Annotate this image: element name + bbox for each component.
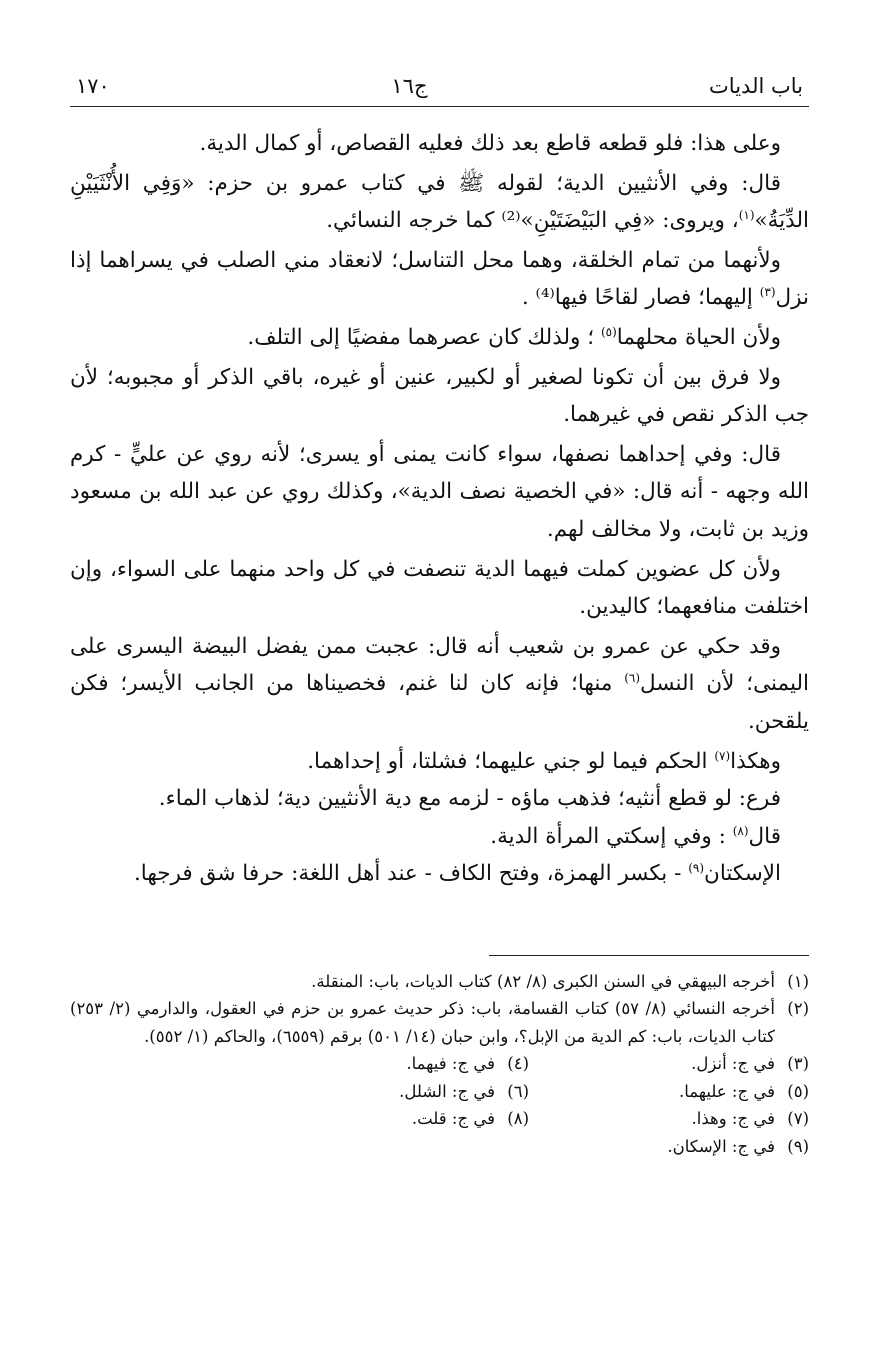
footnote: (٦) في ج: الشلل. [399, 1081, 529, 1101]
paragraph: ولا فرق بين أن تكونا لصغير أو لكبير، عنين أو غيره، باقي الذكر أو مجبوبه؛ لأن جب الذكر نقص في غيرهما. [70, 364, 809, 428]
footnote-ref: (٩) [688, 861, 705, 876]
short-footnotes [289, 1050, 809, 1160]
footnote: (٧) في ج: وهذا. [691, 1109, 809, 1129]
paragraph: قال: وفي الأنثيين الدية؛ لقوله ﷺ في كتاب عمرو بن حزم: «وَفِي الأُنْثَيَيْنِ الدِّيَةُ»$^{(١)}$، ويروى: «فِي البَيْضَتَيْنِ»⁽²⁾ كما خرجه النسائي. [70, 170, 809, 234]
footnote-ref: (١) [738, 208, 755, 223]
paragraph: الإسكتان$^{(٩)}$ - بكسر الهمزة، وفتح الكاف - عند أهل اللغة: حرفا شق فرجها. [133, 861, 781, 887]
footnote-number: (١) [787, 971, 809, 991]
footnote: (٩) في ج: الإسكان. [667, 1136, 809, 1156]
paragraph: وهكذا$^{(٧)}$ الحكم فيما لو جني عليهما؛ فشلتا، أو إحداهما. [307, 748, 781, 774]
footnote-ref: (٨) [732, 823, 749, 838]
footnote [70, 995, 809, 1050]
paragraph: وقد حكي عن عمرو بن شعيب أنه قال: عجبت ممن يفضل البيضة اليسرى على اليمنى؛ لأن النسل$^{(٦)}$ منها؛ فإنه كان لنا غنم، فخصيناها من الجانب الأيسر؛ فكن يلقحن. [70, 633, 809, 734]
main-text [70, 125, 809, 893]
footnote [70, 968, 809, 996]
page-number: ١٧٠ [76, 74, 110, 98]
footnotes [70, 968, 809, 1161]
footnote: (٤) في ج: فيهما. [406, 1054, 529, 1074]
footnote-ref: (٦) [624, 671, 641, 686]
footnote-ref: (٧) [714, 748, 731, 763]
paragraph: ولأن الحياة محلهما$^{(٥)}$ ؛ ولذلك كان عصرهما مفضيًا إلى التلف. [247, 324, 781, 350]
footnote-ref: (٣) [759, 285, 776, 300]
paragraph: قال: وفي إحداهما نصفها، سواء كانت يمنى أو يسرى؛ لأنه روي عن عليٍّ - كرم الله وجهه - أنه قال: «في الخصية نصف الدية»، وكذلك روي عن عبد الله بن مسعود وزيد بن ثابت، ولا مخالف لهم. [70, 441, 809, 542]
footnote-text: أخرجه البيهقي في السنن الكبرى (٨/ ٨٢) كتاب الديات، باب: المنقلة. [311, 971, 775, 991]
chapter-title: باب الديات [709, 74, 803, 98]
footnote: (٨) في ج: قلت. [411, 1109, 529, 1129]
paragraph: وعلى هذا: فلو قطعه قاطع بعد ذلك فعليه القصاص، أو كمال الدية. [199, 131, 781, 156]
footnote: (٥) في ج: عليهما. [678, 1081, 809, 1101]
paragraph: قال$^{(٨)}$ : وفي إسكتي المرأة الدية. [490, 823, 781, 849]
footnote-number: (٢) [787, 999, 809, 1019]
paragraph: ولأنهما من تمام الخلقة، وهما محل التناسل؛ لانعقاد مني الصلب في يسراهما إذا نزل$^{(٣)}$ إليهما؛ فصار لقاحًا فيها⁽⁴⁾ . [70, 247, 809, 311]
volume-label: ج١٦ [391, 74, 428, 98]
footnote-text: أخرجه النسائي (٨/ ٥٧) كتاب القسامة، باب: ذكر حديث عمرو بن حزم في العقول، والدارمي (٢/ ٢٥٣) كتاب الديات، باب: كم الدية من الإبل؟، وابن حبان (١٤/ ٥٠١) برقم (٦٥٥٩)، والحاكم (١/ ٥٥٢). [70, 999, 775, 1046]
footnote-ref: (٥) [600, 324, 617, 339]
paragraph: فرع: لو قطع أنثيه؛ فذهب ماؤه - لزمه مع دية الأنثيين دية؛ لذهاب الماء. [158, 786, 781, 812]
footnote: (٣) في ج: أنزل. [691, 1054, 809, 1074]
header-divider [70, 106, 809, 107]
paragraph: ولأن كل عضوين كملت فيهما الدية تنصفت في كل واحد منهما على السواء، وإن اختلفت منافعهما؛ كاليدين. [70, 556, 809, 620]
running-header [70, 72, 809, 104]
footnote-divider [489, 955, 809, 956]
